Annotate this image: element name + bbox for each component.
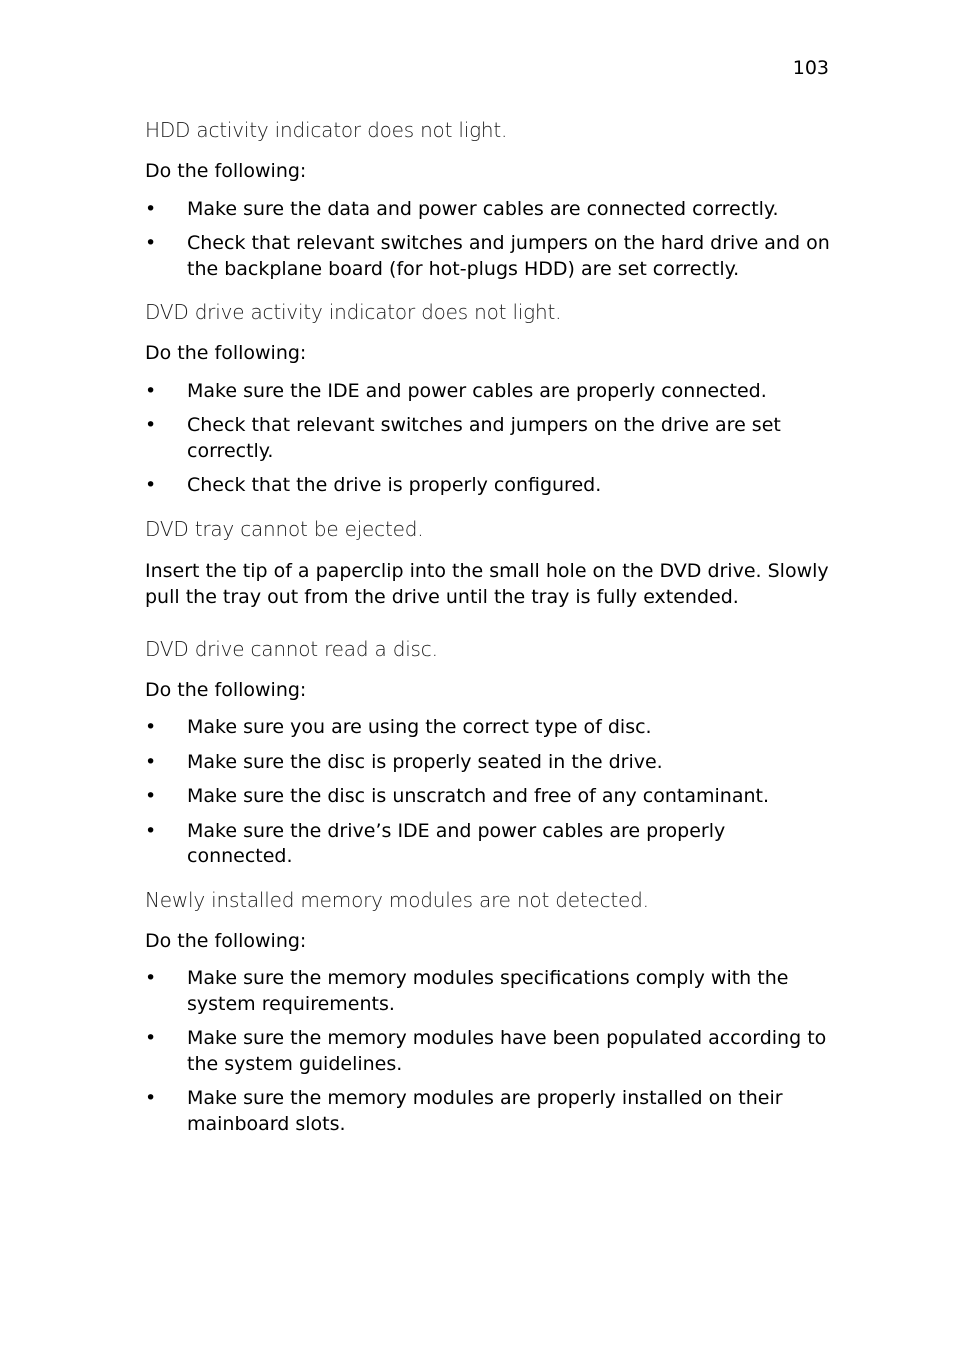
- section-heading: HDD activity indicator does not light.: [145, 118, 508, 142]
- list-item-text: Make sure the data and power cables are connected correctly.: [187, 197, 779, 220]
- list-item: [145, 715, 835, 741]
- list-item-text: Make sure the disc is properly seated in the drive.: [187, 750, 663, 773]
- bullet-icon: •: [145, 819, 157, 842]
- list-item-text: Make sure the memory modules have been populated according to the system guidelines.: [187, 1027, 827, 1075]
- list-item: [145, 1086, 835, 1137]
- bullet-icon: •: [145, 967, 157, 989]
- section-heading: DVD drive cannot read a disc.: [145, 636, 438, 661]
- bullet-list: [145, 715, 835, 870]
- bullet-icon: •: [145, 785, 157, 807]
- page-content: [145, 117, 835, 1154]
- list-item: [145, 784, 835, 810]
- section-heading: DVD tray cannot be ejected.: [145, 516, 424, 541]
- bullet-icon: •: [145, 379, 157, 402]
- list-item: [145, 197, 835, 223]
- bullet-icon: •: [145, 197, 157, 220]
- list-item-text: Check that relevant switches and jumpers on the hard drive and on the backplane board (for hot-plugs HDD) are set correctly.: [187, 232, 830, 280]
- section-paragraph: Insert the tip of a paperclip into the small hole on the DVD drive. Slowly pull the tray out from the drive until the tray is fully extended.: [145, 559, 829, 608]
- list-item: [145, 750, 835, 776]
- bullet-icon: •: [145, 1087, 157, 1109]
- list-item-text: Make sure the memory modules are properly installed on their mainboard slots.: [187, 1087, 783, 1135]
- list-item-text: Make sure you are using the correct type of disc.: [187, 716, 652, 738]
- section-dvd-tray: [145, 516, 835, 610]
- bullet-icon: •: [145, 1027, 157, 1049]
- page-number: 103: [792, 57, 829, 79]
- section-intro: Do the following:: [145, 678, 307, 701]
- list-item: [145, 819, 835, 870]
- section-memory-modules: [145, 887, 835, 1138]
- list-item-text: Check that relevant switches and jumpers on the drive are set correctly.: [187, 414, 781, 462]
- bullet-icon: •: [145, 414, 157, 436]
- list-item: [145, 1026, 835, 1077]
- bullet-icon: •: [145, 750, 157, 773]
- bullet-icon: •: [145, 716, 157, 738]
- section-heading: Newly installed memory modules are not detected.: [145, 887, 649, 912]
- list-item: [145, 413, 835, 464]
- section-intro: Do the following:: [145, 929, 307, 952]
- section-hdd-indicator: [145, 117, 835, 282]
- bullet-icon: •: [145, 474, 157, 496]
- bullet-list: [145, 197, 835, 283]
- section-dvd-read: [145, 636, 835, 870]
- list-item-text: Make sure the drive’s IDE and power cables are properly connected.: [187, 819, 726, 867]
- list-item-text: Make sure the disc is unscratch and free of any contaminant.: [187, 785, 769, 807]
- section-heading: DVD drive activity indicator does not light.: [145, 300, 562, 324]
- list-item: [145, 231, 835, 282]
- list-item: [145, 966, 835, 1017]
- list-item-text: Make sure the IDE and power cables are properly connected.: [187, 379, 767, 402]
- section-intro: Do the following:: [145, 342, 307, 364]
- list-item-text: Make sure the memory modules specifications comply with the system requirements.: [187, 967, 789, 1015]
- list-item: [145, 473, 835, 499]
- bullet-list: [145, 379, 835, 499]
- list-item: [145, 379, 835, 405]
- list-item-text: Check that the drive is properly configured.: [187, 474, 602, 496]
- bullet-list: [145, 966, 835, 1137]
- bullet-icon: •: [145, 232, 157, 254]
- section-dvd-indicator: [145, 299, 835, 499]
- section-intro: Do the following:: [145, 160, 307, 182]
